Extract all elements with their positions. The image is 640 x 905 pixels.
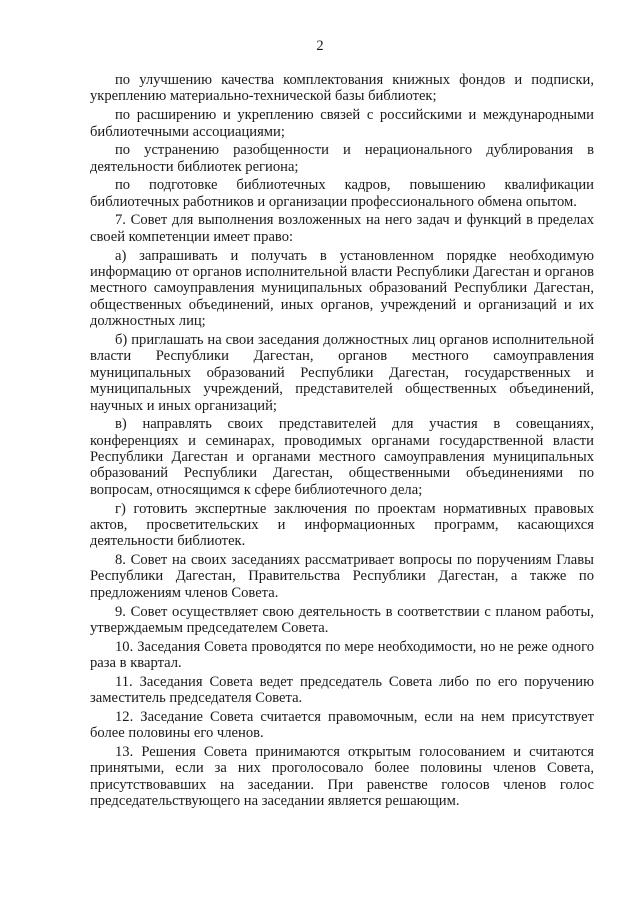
paragraph-9-work-plan: 9. Совет осуществляет свою деятельность в соответствии с планом работы, утверждаемым председателем Совета. (90, 603, 594, 636)
paragraph-library-funds: по улучшению качества комплектования книжных фондов и подписки, укреплению материально-технической базы библиотек; (90, 72, 594, 105)
paragraph-7v-send-representatives: в) направлять своих представителей для участия в совещаниях, конференциях и семинарах, проводимых органами государственной власти Республики Дагестан и органами местного самоуправления муниципальных образований Республики Дагестан, общественными объединениями по вопросам, относящимся к сфере библиотечного дела; (90, 416, 594, 498)
paragraph-library-associations: по расширению и укреплению связей с российскими и международными библиотечными ассоциациями; (90, 107, 594, 140)
document-body (90, 72, 594, 812)
page-number: 2 (316, 38, 324, 54)
paragraph-7g-expert-opinions: г) готовить экспертные заключения по проектам нормативных правовых актов, просветительских и информационных программ, касающихся деятельности библиотек. (90, 500, 594, 550)
paragraph-8-meeting-agenda: 8. Совет на своих заседаниях рассматривает вопросы по поручениям Главы Республики Дагестан, Правительства Республики Дагестан, а также по предложениям членов Совета. (90, 552, 594, 601)
paragraph-7-rights: 7. Совет для выполнения возложенных на него задач и функций в пределах своей компетенции имеет право: (90, 212, 594, 245)
paragraph-7a-request-info: а) запрашивать и получать в установленном порядке необходимую информацию от органов исполнительной власти Республики Дагестан и органов местного самоуправления муниципальных образований Республики Дагестан, общественных объединений, иных органов, учреждений и организаций и их должностных лиц; (90, 247, 594, 330)
paragraph-10-meeting-frequency: 10. Заседания Совета проводятся по мере необходимости, но не реже одного раза в квартал. (90, 638, 594, 672)
paragraph-7b-invite-officials: б) приглашать на свои заседания должностных лиц органов исполнительной власти Республики Дагестан, органов местного самоуправления муниципальных образований Республики Дагестан, государственных и муниципальных учреждений, представителей общественных объединений, научных и иных организаций; (90, 331, 594, 414)
paragraph-12-quorum: 12. Заседание Совета считается правомочным, если на нем присутствует более половины его членов. (90, 708, 594, 742)
paragraph-11-chairing: 11. Заседания Совета ведет председатель Совета либо по его поручению заместитель председателя Совета. (90, 673, 594, 707)
paragraph-staff-training: по подготовке библиотечных кадров, повышению квалификации библиотечных работников и организации профессионального обмена опытом. (90, 177, 594, 210)
paragraph-duplication: по устранению разобщенности и нерационального дублирования в деятельности библиотек региона; (90, 142, 594, 175)
paragraph-13-decisions: 13. Решения Совета принимаются открытым голосованием и считаются принятыми, если за них проголосовало более половины членов Совета, присутствовавших на заседании. При равенстве голосов членов голос председательствующего на заседании является решающим. (90, 744, 594, 810)
